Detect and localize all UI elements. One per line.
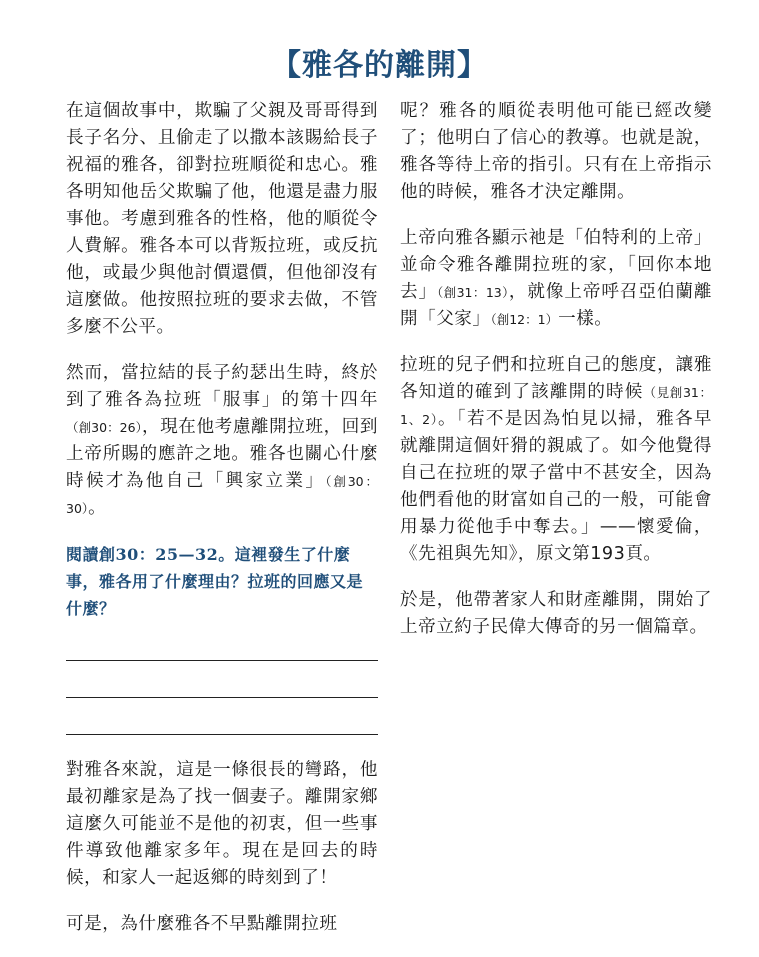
paragraph-departure: 於是，他帶著家人和財產離開，開始了上帝立約子民偉大傳奇的另一個篇章。 — [400, 590, 712, 637]
paragraph-intro: 在這個故事中，欺騙了父親及哥哥得到長子名分、且偷走了以撒本該賜給長子祝福的雅各，卻對拉班順從和忠心。雅各明知他岳父欺騙了他，他還是盡力服事他。考慮到雅各的性格，他的順從令人費解。雅各本可以背叛拉班，或反抗他，或最少與他討價還價，但他卻沒有這麼做。他按照拉班的要求去做，不管多麼不公平。 — [66, 101, 378, 337]
text-segment: 然而，當拉結的長子約瑟出生時，終於到了雅各為拉班「服事」的第十四年 — [66, 363, 378, 410]
paragraph-joseph-born — [66, 360, 378, 522]
scripture-reference: （見創31：1、2） — [400, 385, 712, 427]
text-segment: 上帝向雅各顯示祂是「伯特利的上帝」並命令雅各離開拉班的家，「回你本地去」 — [400, 228, 712, 302]
scripture-reference: （創12：1） — [490, 312, 559, 327]
study-question: 閱讀創30：25—32。這裡發生了什麼事，雅各用了什麼理由？拉班的回應又是什麼？ — [66, 545, 364, 618]
scripture-reference: （創30：30） — [66, 474, 378, 516]
left-column — [66, 98, 378, 957]
paragraph-long-detour: 對雅各來說，這是一條很長的彎路，他最初離家是為了找一個妻子。離開家鄉這麼久可能並不是他的初衷，但一些事件導致他離家多年。現在是回去的時候，和家人一起返鄉的時刻到了！ — [66, 760, 378, 888]
answer-lines — [66, 636, 378, 735]
text-segment: 拉班的兒子們和拉班自己的態度，讓雅各知道的確到了該離開的時候 — [400, 355, 712, 402]
paragraph-obedience: 呢？雅各的順從表明他可能已經改變了；他明白了信心的教導。也就是說，雅各等待上帝的指引。只有在上帝指示他的時候，雅各才決定離開。 — [400, 101, 712, 202]
right-column — [400, 98, 712, 660]
answer-line[interactable] — [66, 636, 378, 661]
paragraph-why-not-earlier: 可是，為什麼雅各不早點離開拉班 — [66, 914, 338, 934]
text-segment: 一樣。 — [558, 309, 613, 329]
text-segment: ，現在他考慮離開拉班，回到上帝所賜的應許之地。雅各也關心什麼時候才為他自己「興家立業」 — [66, 417, 378, 491]
text-segment: ，就像上帝呼召亞伯蘭離開「父家」 — [400, 282, 712, 329]
paragraph-god-of-bethel — [400, 225, 712, 333]
scripture-reference: （創31：13） — [437, 285, 509, 300]
answer-line[interactable] — [66, 661, 378, 698]
page-title: 【雅各的離開】 — [271, 48, 488, 83]
paragraph-labans-sons — [400, 352, 712, 568]
answer-line[interactable] — [66, 698, 378, 735]
text-segment: 。「若不是因為怕見以掃，雅各早就離開這個奸猾的親戚了。如今他覺得自己在拉班的眾子當中不甚安全，因為他們看他的財富如自己的一般，可能會用暴力從他手中奪去。」——懷愛倫，《先祖與先知》，原文第193頁。 — [400, 409, 713, 564]
text-segment: 。 — [88, 498, 107, 518]
scripture-reference: （創30：26） — [66, 420, 142, 435]
